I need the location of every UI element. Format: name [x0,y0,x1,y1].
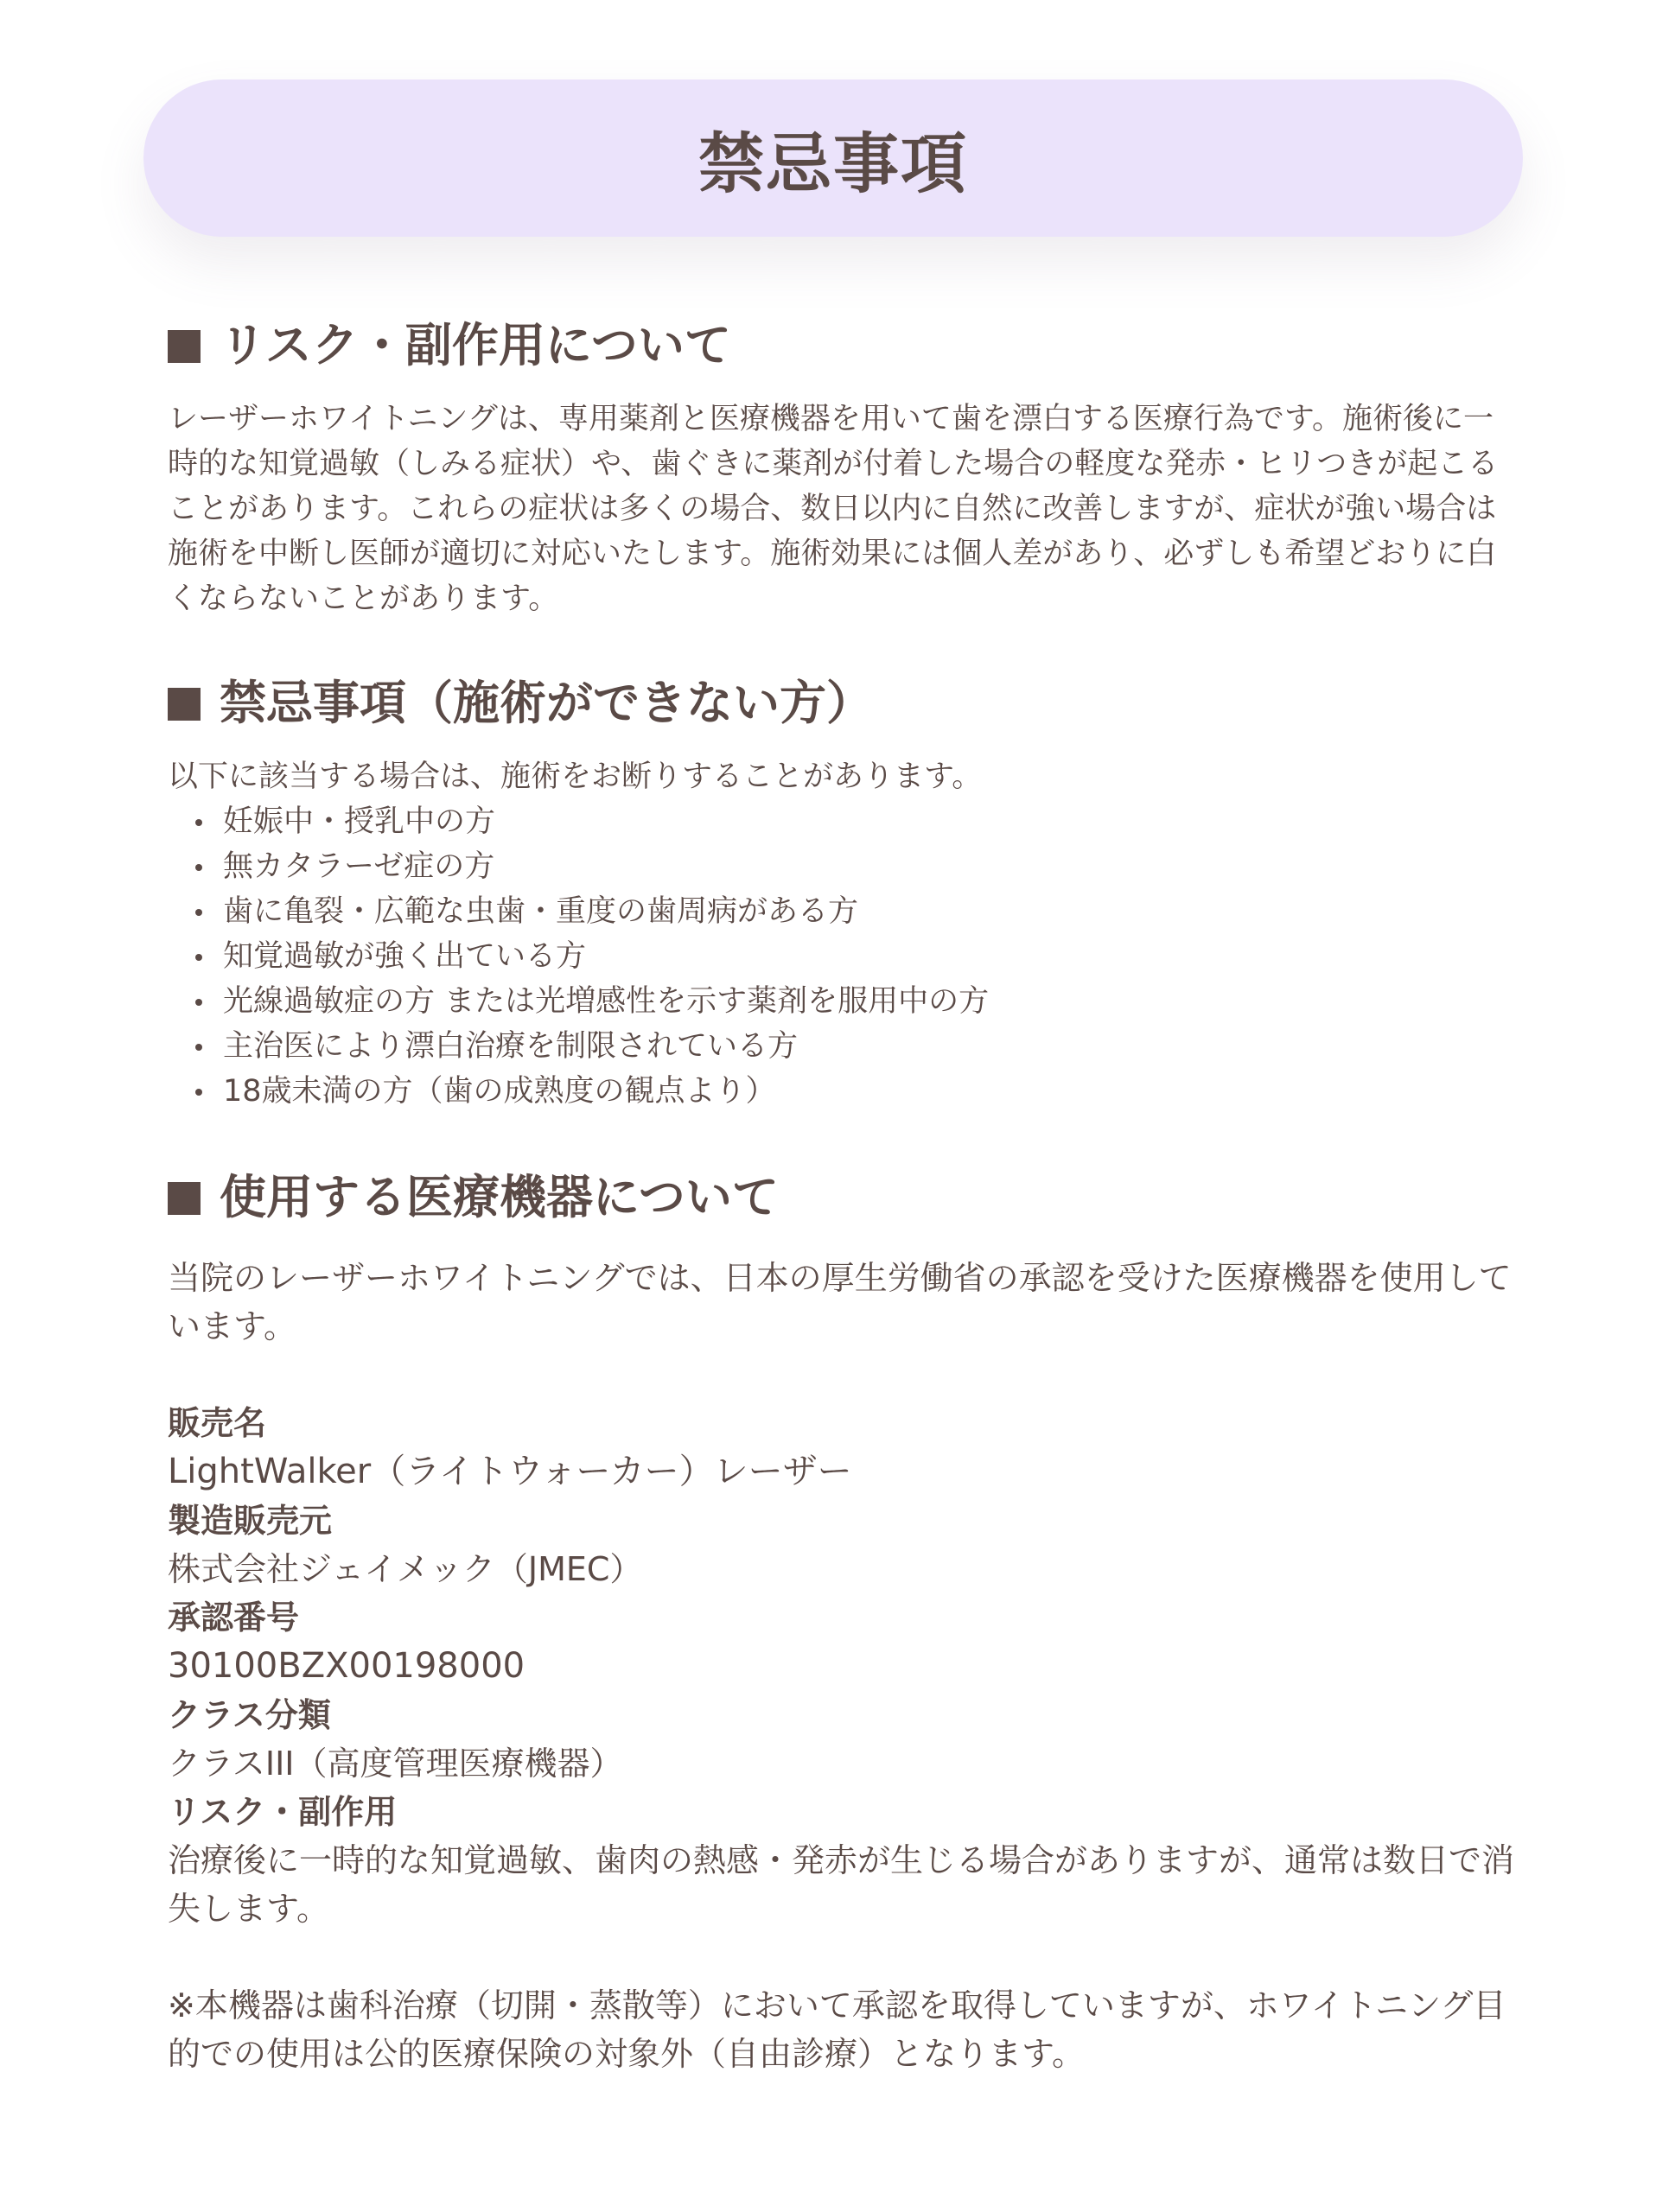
section-heading-text: 禁忌事項（施術ができない方） [220,676,873,730]
spec-label: クラス分類 [168,1696,331,1734]
list-item: 主治医により漂白治療を制限されている方 [168,1024,1516,1069]
square-bullet-icon [168,330,201,363]
spec-label: リスク・副作用 [168,1793,398,1831]
list-item: 歯に亀裂・広範な虫歯・重度の歯周病がある方 [168,889,1516,934]
title-banner [143,79,1523,237]
spec-label: 承認番号 [168,1599,300,1637]
spec-value: 治療後に一時的な知覚過敏、歯肉の熱感・発赤が生じる場合がありますが、通常は数日で消失します。 [168,1841,1515,1928]
square-bullet-icon [168,688,201,721]
section-heading [168,664,1516,742]
spec-value: クラスIII（高度管理医療機器） [168,1745,623,1783]
list-item: 無カタラーゼ症の方 [168,844,1516,889]
section-heading [168,1159,1516,1236]
section-body: 当院のレーザーホワイトニングでは、日本の厚生労働省の承認を受けた医療機器を使用しています。 [168,1259,1512,1345]
spec-value: LightWalker（ライトウォーカー）レーザー [168,1452,852,1491]
section-contraindications [168,664,1516,1114]
spec-label: 販売名 [168,1404,267,1442]
section-medical-device [168,1159,1516,2078]
section-lead: 以下に該当する場合は、施術をお断りすることがあります。 [168,760,983,794]
page-title: 禁忌事項 [698,124,968,202]
spec-label: 製造販売元 [168,1502,333,1540]
section-body: レーザーホワイトニングは、専用薬剤と医療機器を用いて歯を漂白する医療行為です。施術後に一時的な知覚過敏（しみる症状）や、歯ぐきに薬剤が付着した場合の軽度な発赤・ヒリつきが起こることがあります。これらの症状は多くの場合、数日以内に自然に改善しますが、症状が強い場合は施術を中断し医師が適切に対応いたします。施術効果には個人差があり、必ずしも希望どおりに白くならないことがあります。 [168,402,1499,616]
list-item: 妊娠中・授乳中の方 [168,799,1516,844]
list-item: 知覚過敏が強く出ている方 [168,934,1516,979]
device-specs [168,1399,1516,1933]
section-heading-text: リスク・副作用について [220,318,731,372]
square-bullet-icon [168,1182,201,1215]
main-content [168,307,1516,2078]
section-risks [168,307,1516,621]
section-heading-text: 使用する医療機器について [220,1170,779,1224]
list-item: 光線過敏症の方 または光増感性を示す薬剤を服用中の方 [168,979,1516,1024]
list-item: 18歳未満の方（歯の成熟度の観点より） [168,1069,1516,1114]
spec-value: 30100BZX00198000 [168,1646,525,1686]
footnote: ※本機器は歯科治療（切開・蒸散等）において承認を取得していますが、ホワイトニング目的での使用は公的医療保険の対象外（自由診療）となります。 [168,1986,1506,2073]
contraindication-list [168,799,1516,1114]
section-heading [168,307,1516,385]
spec-value: 株式会社ジェイメック（JMEC） [168,1550,643,1588]
